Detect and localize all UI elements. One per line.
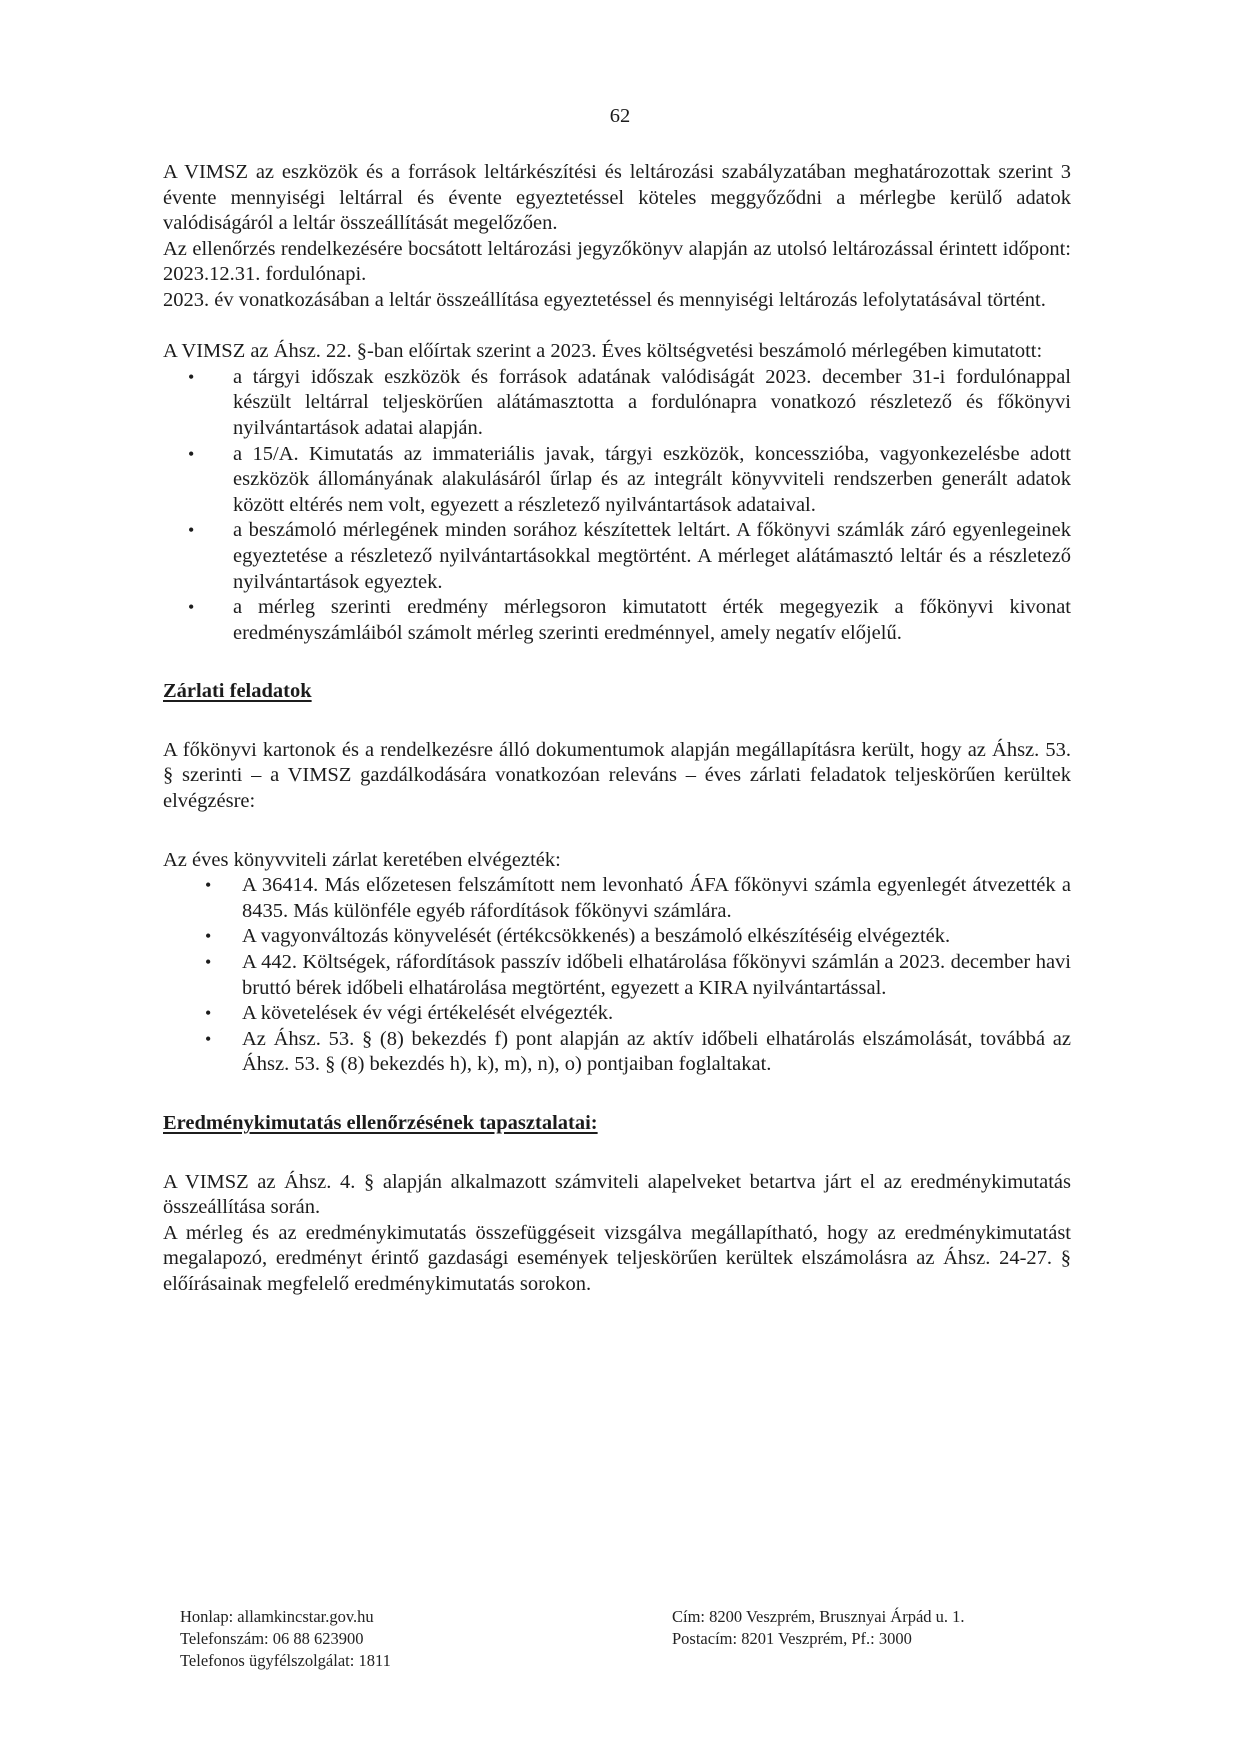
list-item: • a mérleg szerinti eredmény mérlegsoron kimutatott érték megegyezik a főkönyvi kivonat eredményszámláiból számolt mérleg szerinti eredménnyel, amely negatív előjelű. bbox=[163, 595, 1071, 646]
paragraph-income-findings: A mérleg és az eredménykimutatás összefüggéseit vizsgálva megállapítható, hogy az eredménykimutatást megalapozó, eredményt érintő gazdasági események teljeskörűen kerültek elszámolásra az Áhsz. 24-27. § előírásainak megfelelő eredménykimutatás sorokon. bbox=[163, 1221, 1071, 1295]
footer-phone: Telefonszám: 06 88 623900 bbox=[180, 1629, 364, 1648]
page-number: 62 bbox=[609, 105, 631, 127]
section-heading-income-statement: Eredménykimutatás ellenőrzésének tapasztalatai: bbox=[163, 1112, 598, 1134]
paragraph-closing-intro: A főkönyvi kartonok és a rendelkezésre álló dokumentumok alapján megállapításra került, hogy az Áhsz. 53. § szerinti – a VIMSZ gazdálkodására vonatkozóan releváns – éves zárlati feladatok teljeskörűen kerültek elvégzésre: bbox=[163, 738, 1071, 813]
footer-postal-address: Postacím: 8201 Veszprém, Pf.: 3000 bbox=[672, 1629, 912, 1648]
paragraph-income-principles: A VIMSZ az Áhsz. 4. § alapján alkalmazott számviteli alapelveket betartva járt el az eredménykimutatás összeállítása során. bbox=[163, 1170, 1071, 1219]
list-item: • a tárgyi időszak eszközök és források adatának valódiságát 2023. december 31-i fordulónappal készült leltárral teljeskörűen alátámasztotta a fordulónapra vonatkozó részletező és főkönyvi nyilvántartások adatai alapján. bbox=[163, 365, 1071, 442]
list-item: • A követelések év végi értékelését elvégezték. bbox=[163, 1001, 1071, 1027]
paragraph-closing-done: Az éves könyvviteli zárlat keretében elvégezték: bbox=[163, 848, 561, 871]
section-heading-closing: Zárlati feladatok bbox=[163, 680, 312, 703]
paragraph-inventory-rules: A VIMSZ az eszközök és a források leltárkészítési és leltározási szabályzatában meghatározottak szerint 3 évente mennyiségi leltárral és évente egyeztetéssel köteles meggyőződni a mérlegbe kerülő adatok valódiságáról a leltár összeállítását megelőzően. bbox=[163, 161, 1071, 235]
footer-homepage: Honlap: allamkincstar.gov.hu bbox=[180, 1607, 374, 1626]
footer-street-address: Cím: 8200 Veszprém, Brusznyai Árpád u. 1. bbox=[672, 1607, 965, 1626]
list-item: • a 15/A. Kimutatás az immateriális javak, tárgyi eszközök, koncesszióba, vagyonkezelésbe adott eszközök állományának alakulásáról űrlap és az integrált könyvviteli rendszerben generált adatok között eltérés nem volt, egyezett a részletező nyilvántartások adataival. bbox=[163, 442, 1071, 519]
footer-address bbox=[672, 1606, 965, 1650]
balance-findings-list bbox=[163, 365, 1071, 647]
list-item: • A 36414. Más előzetesen felszámított nem levonható ÁFA főkönyvi számla egyenlegét átvezették a 8435. Más különféle egyéb ráfordítások főkönyvi számlára. bbox=[163, 873, 1071, 924]
list-item: • Az Áhsz. 53. § (8) bekezdés f) pont alapján az aktív időbeli elhatárolás elszámolását, továbbá az Áhsz. 53. § (8) bekezdés h), k), m), n), o) pontjaiban foglaltakat. bbox=[163, 1027, 1071, 1078]
list-item: • a beszámoló mérlegének minden sorához készítettek leltárt. A főkönyvi számlák záró egyenlegeinek egyeztetése a részletező nyilvántartásokkal megtörtént. A mérleget alátámasztó leltár és a részletező nyilvántartások egyeztek. bbox=[163, 518, 1071, 595]
list-item: • A vagyonváltozás könyvelését (értékcsökkenés) a beszámoló elkészítéséig elvégezték. bbox=[163, 924, 1071, 950]
paragraph-inventory-2023: 2023. év vonatkozásában a leltár összeállítása egyeztetéssel és mennyiségi leltározás lefolytatásával történt. bbox=[163, 288, 1046, 311]
paragraph-inventory-date: Az ellenőrzés rendelkezésére bocsátott leltározási jegyzőkönyv alapján az utolsó leltározással érintett időpont: 2023.12.31. fordulónapi. bbox=[163, 237, 1071, 286]
list-item: • A 442. Költségek, ráfordítások passzív időbeli elhatárolása főkönyvi számlán a 2023. december havi bruttó bérek időbeli elhatárolása megtörtént, egyezett a KIRA nyilvántartással. bbox=[163, 950, 1071, 1001]
page-content bbox=[163, 160, 1071, 1298]
closing-tasks-list bbox=[163, 873, 1071, 1078]
paragraph-balance-intro: A VIMSZ az Áhsz. 22. §-ban előírtak szerint a 2023. Éves költségvetési beszámoló mérlegében kimutatott: bbox=[163, 340, 1043, 363]
footer-helpdesk: Telefonos ügyfélszolgálat: 1811 bbox=[180, 1651, 391, 1670]
footer-contact bbox=[180, 1606, 391, 1672]
